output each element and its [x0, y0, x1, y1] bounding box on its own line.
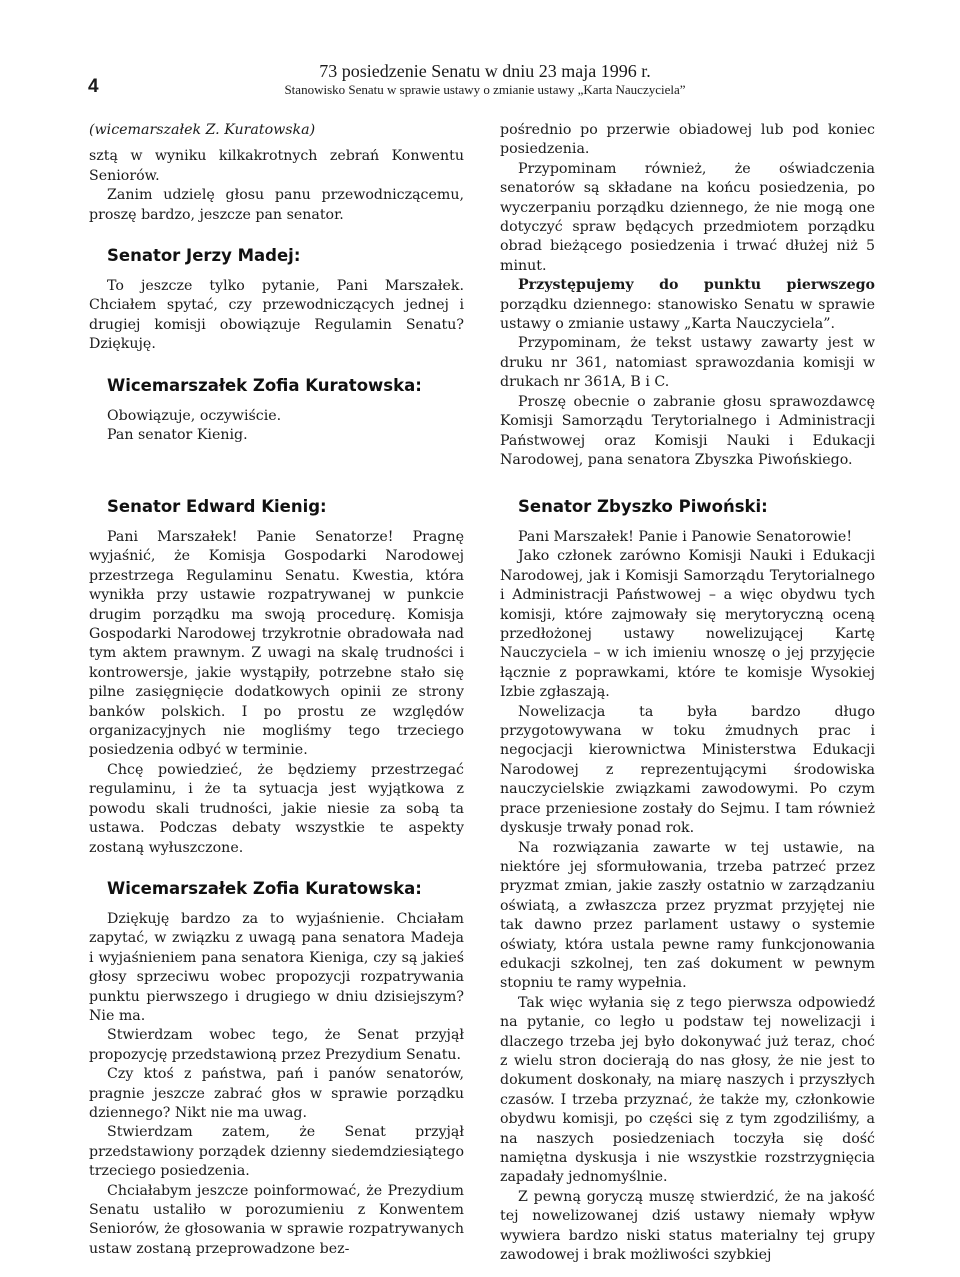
paragraph: To jeszcze tylko pytanie, Pani Marszałek. Chciałem spytać, czy przewodniczących jednej i drugiej komisji obowiązuje Regulamin Senatu? Dziękuję. — [89, 278, 464, 353]
paragraph: Przypominam, że tekst ustawy zawarty jest w druku nr 361, natomiast sprawozdania komisji w drukach nr 361A, B i C. — [500, 335, 875, 391]
bottom-right-column — [500, 496, 875, 1265]
paragraph: Proszę obecnie o zabranie głosu sprawozdawcę Komisji Samorządu Terytorialnego i Administracji Państwowej oraz Komisji Nauki i Edukacji Narodowej, pana senatora Zbyszka Piwońskiego. — [500, 393, 875, 468]
paragraph-rest: porządku dziennego: stanowisko Senatu w sprawie ustawy o zmianie ustawy „Karta Nauczyciela”. — [500, 296, 875, 333]
speaker-heading: Senator Zbyszko Piwoński: — [518, 497, 768, 516]
speaker-heading: Senator Edward Kienig: — [107, 497, 327, 516]
top-left-column — [89, 121, 464, 445]
paragraph: Przypominam również, że oświadczenia senatorów są składane na końcu posiedzenia, po wyczerpaniu porządku dziennego, że nie mogą one dotyczyć spraw będących przedmiotem porządku obrad bieżącego posiedzenia i trwać dłużej niż 5 minut. — [500, 160, 875, 274]
session-title: 73 posiedzenie Senatu w dniu 23 maja 1996 r. — [319, 61, 651, 81]
paragraph: pośrednio po przerwie obiadowej lub pod koniec posiedzenia. — [500, 122, 875, 158]
paragraph: Tak więc wyłania się z tego pierwsza odpowiedź na pytanie, co legło u podstaw tej nowelizacji i dlaczego trzeba jej było dokonywać już teraz, choć z wielu stron docierają do nas głosy, że nie jest to dokument doskonały, na miarę naszych i przyszłych czasów. I trzeba przyznać, że także my, członkowie obydwu komisji, po części się z tym zgodziliśmy, a na naszych posiedzeniach toczyła się dość namiętna dyskusja i nie wszystkie rozstrzygnięcia zapadały jednomyślnie. — [500, 994, 875, 1186]
paragraph: Z pewną goryczą muszę stwierdzić, że na jakość tej nowelizowanej dziś ustawy niemały wpływ wywiera bardzo niski status materialny tej grupy zawodowej i brak możliwości szybkiej — [500, 1188, 875, 1264]
speaker-heading: Senator Jerzy Madej: — [107, 246, 301, 266]
paragraph: Dziękuję bardzo za to wyjaśnienie. Chciałam zapytać, w związku z uwagą pana senatora Madeja i wyjaśnieniem pana senatora Kieniga, czy są jakieś głosy sprzeciwu wobec propozycji rozpatrywania punktu pierwszego i drugiego w dniu dzisiejszym? Nie ma. — [89, 910, 464, 1024]
paragraph: Zanim udzielę głosu panu przewodniczącemu, proszę bardzo, jeszcze pan senator. — [89, 187, 464, 223]
paragraph: Chciałabym jeszcze poinformować, że Prezydium Senatu ustaliło w porozumieniu z Konwentem Seniorów, że głosowania w sprawie rozpatrywanych ustaw zostaną przeprowadzone bez- — [89, 1182, 464, 1257]
page-header — [210, 60, 760, 98]
paragraph: Pani Marszałek! Panie Senatorze! Pragnę wyjaśnić, że Komisja Gospodarki Narodowej przestrzega Regulaminu Senatu. Kwestia, która wynikła przy ustawie rozpatrywanej w punkcie drugim porządku ma swoją procedurę. Komisja Gospodarki Narodowej trzykrotnie obradowała nad tym aktem prawnym. Z uwagi na skalę trudności i kontrowersje, jakie wystąpiły, potrzebne stało się pilne zasięgnięcie dodatkowych opinii ze strony banków polskich. I po prostu ze względów organizacyjnych nie mogliśmy tego trzeciego posiedzenia odbyć w terminie. — [89, 529, 464, 759]
paragraph: sztą w wyniku kilkakrotnych zebrań Konwentu Seniorów. — [89, 148, 464, 184]
top-right-column — [500, 121, 875, 470]
paragraph: Pan senator Kienig. — [107, 427, 248, 444]
paragraph — [500, 276, 875, 334]
speaker-heading: Wicemarszałek Zofia Kuratowska: — [107, 375, 422, 395]
paragraph: Obowiązuje, oczywiście. — [107, 407, 282, 424]
paragraph: Stwierdzam wobec tego, że Senat przyjął propozycję przedstawioną przez Prezydium Senatu. — [89, 1027, 464, 1063]
paragraph: Nowelizacja ta była bardzo długo przygotowywana w toku żmudnych prac i negocjacji kierownictwa Ministerstwa Edukacji Narodowej z reprezentującymi środowiska nauczycielskie związkami zawodowymi. Po czym prace przeniesione zostały do Sejmu. I tam również dyskusje trwały ponad rok. — [500, 703, 875, 837]
session-subtitle: Stanowisko Senatu w sprawie ustawy o zmianie ustawy „Karta Nauczyciela” — [284, 82, 686, 97]
bold-phrase: Przystępujemy do punktu pierwszego — [518, 277, 875, 294]
speaker-heading: Wicemarszałek Zofia Kuratowska: — [107, 878, 422, 898]
paragraph: Stwierdzam zatem, że Senat przyjął przedstawiony porządek dzienny siedemdziesiątego trzeciego posiedzenia. — [89, 1124, 464, 1180]
speaker-attribution: (wicemarszałek Z. Kuratowska) — [89, 122, 316, 138]
paragraph: Chcę powiedzieć, że będziemy przestrzegać regulaminu, i że ta sytuacja jest wyjątkowa z powodu skali trudności, jakie niesie za sobą ta ustawa. Podczas debaty wszystkie te aspekty zostaną wyłuszczone. — [89, 761, 464, 856]
paragraph: Czy ktoś z państwa, pań i panów senatorów, pragnie jeszcze zabrać głos w sprawie porządku dziennego? Nikt nie ma uwag. — [89, 1066, 464, 1121]
paragraph: Pani Marszałek! Panie i Panowie Senatorowie! — [518, 529, 853, 545]
paragraph: Na rozwiązania zawarte w tej ustawie, na niektóre jej sformułowania, trzeba patrzeć przez pryzmat zmian, jakie zaszły ostatnio w zarządzaniu oświatą, a zwłaszcza przez pryzmat przyjętej nie tak dawno przez parlament ustawy o systemie oświaty, która ustala pewne ramy funkcjonowania edukacji szkolnej, ten zaś dokument w pewnym stopniu te ramy wypełnia. — [500, 839, 875, 992]
paragraph: Jako członek zarówno Komisji Nauki i Edukacji Narodowej, jak i Komisji Samorządu Terytorialnego i Administracji Państwowej – a więc obydwu tych komisji, które zajmowały się merytoryczną oceną przedłożonej ustawy nowelizującej Kartę Nauczyciela – w ich imieniu wnoszę o jej przyjęcie łącznie z poprawkami, które te komisje Wysokiej Izbie zgłaszają. — [500, 548, 875, 701]
page-number: 4 — [88, 76, 99, 97]
bottom-left-column — [89, 496, 464, 1259]
